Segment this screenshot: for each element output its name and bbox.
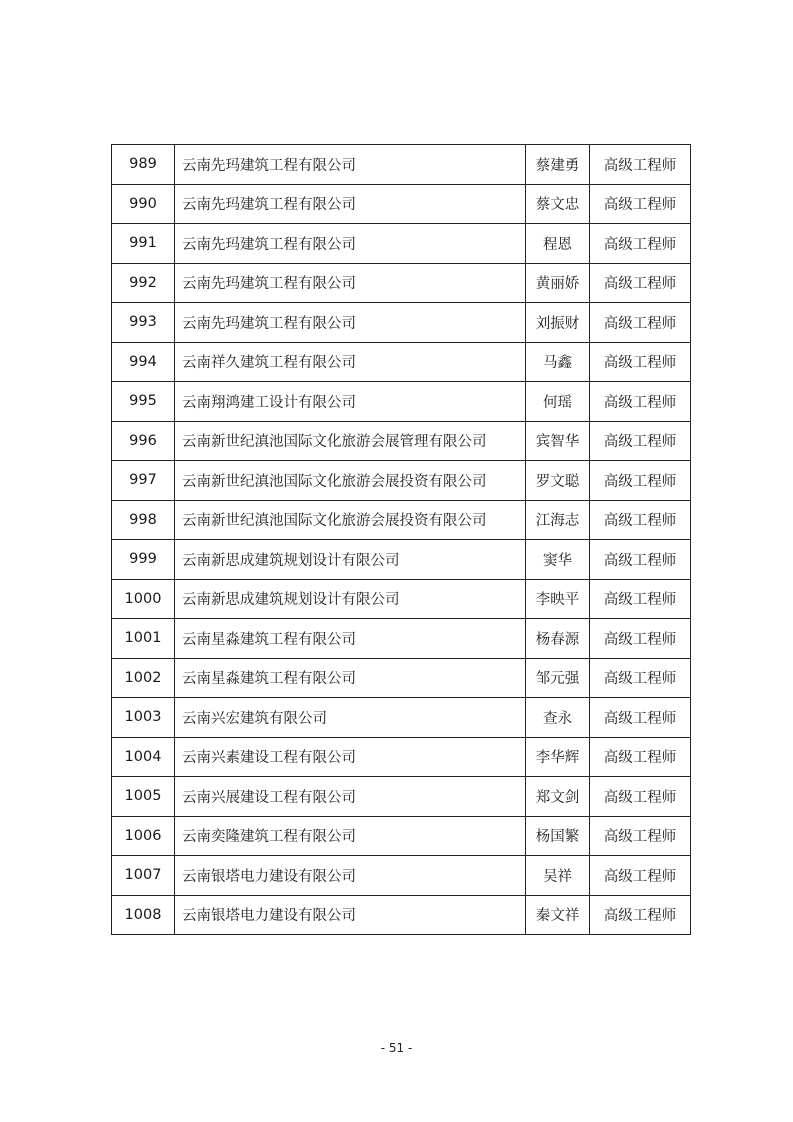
job-title-cell: 高级工程师 (590, 303, 691, 343)
job-title-cell: 高级工程师 (590, 698, 691, 738)
person-name-cell: 何瑶 (526, 382, 590, 422)
table-row (112, 342, 691, 382)
row-number-cell: 1006 (112, 816, 175, 856)
job-title-cell: 高级工程师 (590, 224, 691, 264)
row-number-cell: 990 (112, 184, 175, 224)
table-row (112, 816, 691, 856)
company-name-cell: 云南先玛建筑工程有限公司 (175, 263, 526, 303)
table-row (112, 579, 691, 619)
table-row (112, 421, 691, 461)
job-title-cell: 高级工程师 (590, 579, 691, 619)
company-name-cell: 云南先玛建筑工程有限公司 (175, 145, 526, 185)
company-name-cell: 云南新思成建筑规划设计有限公司 (175, 579, 526, 619)
person-name-cell: 李映平 (526, 579, 590, 619)
table-row (112, 500, 691, 540)
job-title-cell: 高级工程师 (590, 382, 691, 422)
job-title-cell: 高级工程师 (590, 856, 691, 896)
job-title-cell: 高级工程师 (590, 421, 691, 461)
table-row (112, 619, 691, 659)
row-number-cell: 1000 (112, 579, 175, 619)
table-row (112, 263, 691, 303)
row-number-cell: 1002 (112, 658, 175, 698)
table-row (112, 540, 691, 580)
table-row (112, 737, 691, 777)
company-name-cell: 云南兴宏建筑有限公司 (175, 698, 526, 738)
table-row (112, 895, 691, 935)
company-name-cell: 云南星淼建筑工程有限公司 (175, 619, 526, 659)
job-title-cell: 高级工程师 (590, 500, 691, 540)
row-number-cell: 1007 (112, 856, 175, 896)
person-name-cell: 江海志 (526, 500, 590, 540)
company-name-cell: 云南银塔电力建设有限公司 (175, 856, 526, 896)
job-title-cell: 高级工程师 (590, 145, 691, 185)
person-name-cell: 罗文聪 (526, 461, 590, 501)
job-title-cell: 高级工程师 (590, 816, 691, 856)
person-name-cell: 黄丽娇 (526, 263, 590, 303)
table-row (112, 145, 691, 185)
person-name-cell: 李华辉 (526, 737, 590, 777)
table-row (112, 461, 691, 501)
table-row (112, 184, 691, 224)
person-name-cell: 杨国繁 (526, 816, 590, 856)
row-number-cell: 1005 (112, 777, 175, 817)
row-number-cell: 991 (112, 224, 175, 264)
person-name-cell: 宾智华 (526, 421, 590, 461)
person-name-cell: 杨春源 (526, 619, 590, 659)
company-name-cell: 云南兴素建设工程有限公司 (175, 737, 526, 777)
records-table-body (112, 145, 691, 935)
company-name-cell: 云南新世纪滇池国际文化旅游会展投资有限公司 (175, 500, 526, 540)
company-name-cell: 云南祥久建筑工程有限公司 (175, 342, 526, 382)
person-name-cell: 程恩 (526, 224, 590, 264)
company-name-cell: 云南先玛建筑工程有限公司 (175, 224, 526, 264)
job-title-cell: 高级工程师 (590, 540, 691, 580)
table-row (112, 856, 691, 896)
person-name-cell: 蔡建勇 (526, 145, 590, 185)
company-name-cell: 云南新世纪滇池国际文化旅游会展投资有限公司 (175, 461, 526, 501)
company-name-cell: 云南先玛建筑工程有限公司 (175, 303, 526, 343)
job-title-cell: 高级工程师 (590, 895, 691, 935)
person-name-cell: 查永 (526, 698, 590, 738)
table-row (112, 224, 691, 264)
company-name-cell: 云南星淼建筑工程有限公司 (175, 658, 526, 698)
row-number-cell: 1008 (112, 895, 175, 935)
table-row (112, 777, 691, 817)
page-number: - 51 - (380, 1041, 413, 1055)
company-name-cell: 云南先玛建筑工程有限公司 (175, 184, 526, 224)
person-name-cell: 秦文祥 (526, 895, 590, 935)
table-row (112, 698, 691, 738)
person-name-cell: 邹元强 (526, 658, 590, 698)
job-title-cell: 高级工程师 (590, 658, 691, 698)
job-title-cell: 高级工程师 (590, 461, 691, 501)
table-row (112, 658, 691, 698)
table-row (112, 382, 691, 422)
job-title-cell: 高级工程师 (590, 777, 691, 817)
job-title-cell: 高级工程师 (590, 619, 691, 659)
row-number-cell: 1004 (112, 737, 175, 777)
job-title-cell: 高级工程师 (590, 263, 691, 303)
row-number-cell: 999 (112, 540, 175, 580)
company-name-cell: 云南翔鸿建工设计有限公司 (175, 382, 526, 422)
row-number-cell: 995 (112, 382, 175, 422)
job-title-cell: 高级工程师 (590, 737, 691, 777)
row-number-cell: 1001 (112, 619, 175, 659)
company-name-cell: 云南奕隆建筑工程有限公司 (175, 816, 526, 856)
row-number-cell: 996 (112, 421, 175, 461)
company-name-cell: 云南新思成建筑规划设计有限公司 (175, 540, 526, 580)
row-number-cell: 997 (112, 461, 175, 501)
row-number-cell: 1003 (112, 698, 175, 738)
person-name-cell: 窦华 (526, 540, 590, 580)
table-row (112, 303, 691, 343)
job-title-cell: 高级工程师 (590, 184, 691, 224)
company-name-cell: 云南兴展建设工程有限公司 (175, 777, 526, 817)
person-name-cell: 郑文剑 (526, 777, 590, 817)
person-name-cell: 马鑫 (526, 342, 590, 382)
row-number-cell: 994 (112, 342, 175, 382)
row-number-cell: 993 (112, 303, 175, 343)
job-title-cell: 高级工程师 (590, 342, 691, 382)
records-table (111, 144, 691, 935)
person-name-cell: 吴祥 (526, 856, 590, 896)
person-name-cell: 蔡文忠 (526, 184, 590, 224)
row-number-cell: 989 (112, 145, 175, 185)
company-name-cell: 云南银塔电力建设有限公司 (175, 895, 526, 935)
row-number-cell: 998 (112, 500, 175, 540)
row-number-cell: 992 (112, 263, 175, 303)
company-name-cell: 云南新世纪滇池国际文化旅游会展管理有限公司 (175, 421, 526, 461)
person-name-cell: 刘振财 (526, 303, 590, 343)
